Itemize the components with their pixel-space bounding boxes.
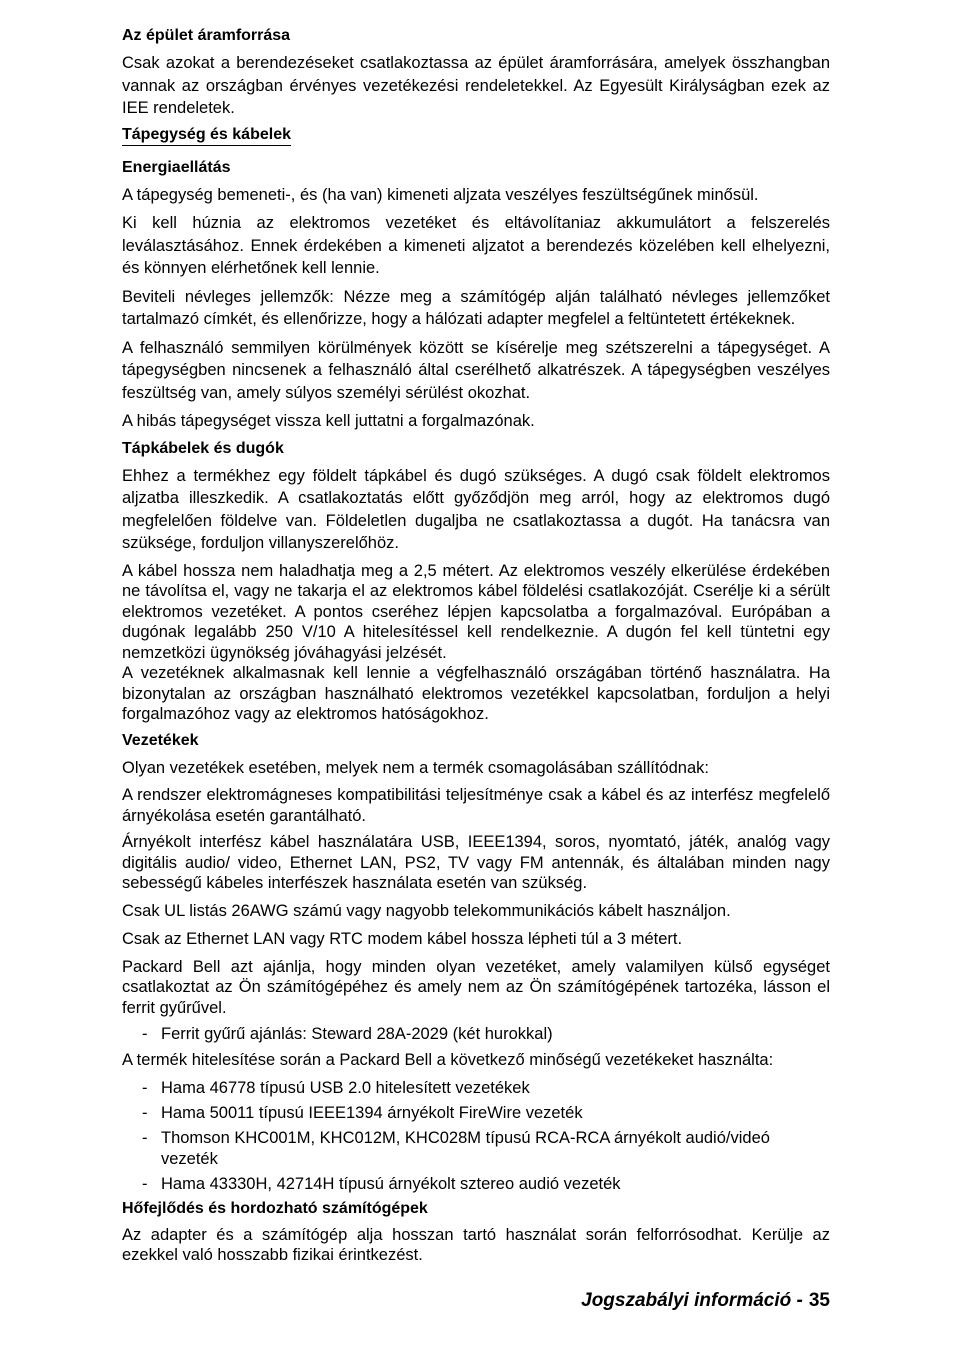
footer-title: Jogszabályi információ - bbox=[581, 1290, 803, 1311]
paragraph: Beviteli névleges jellemzők: Nézze meg a számítógép alján található névleges jellemzőket tartalmazó címkét, és ellenőrizze, hogy a hálózati adapter megfelel a feltüntetett értékeknek. bbox=[122, 287, 830, 328]
paragraph: Az adapter és a számítógép alja hosszan tartó használat során felforrósodhat. Kerülje az ezekkel való hosszabb fizikai érintkezést. bbox=[122, 1225, 830, 1264]
paragraph: Csak az Ethernet LAN vagy RTC modem kábel hossza lépheti túl a 3 métert. bbox=[122, 930, 683, 948]
paragraph: Olyan vezetékek esetében, melyek nem a termék csomagolásában szállítódnak: bbox=[122, 758, 709, 777]
section-heading-heat: Hőfejlődés és hordozható számítógépek bbox=[122, 1199, 428, 1217]
list-item: - Hama 46778 típusú USB 2.0 hitelesített vezetékek bbox=[122, 1078, 830, 1099]
list-item: - Thomson KHC001M, KHC012M, KHC028M típusú RCA-RCA árnyékolt audió/videó vezeték bbox=[122, 1128, 830, 1170]
document-page bbox=[122, 26, 830, 1266]
paragraph: Ehhez a termékhez egy földelt tápkábel és dugó szükséges. A dugó csak földelt elektromos aljzatba illeszkedik. A csatlakoztatás előtt győződjön meg arról, hogy az elektromos dugó megfelelően földelve van. Földeletlen dugaljba ne csatlakoztassa a dugót. Ha tanácsra van szüksége, forduljon villanyszerelőhöz. bbox=[122, 466, 830, 552]
section-heading-energy-supply: Energiaellátás bbox=[122, 158, 231, 176]
heading-wrapper bbox=[122, 126, 830, 152]
page-number: 35 bbox=[808, 1290, 830, 1311]
page-footer bbox=[581, 1290, 830, 1312]
list-item: - Hama 43330H, 42714H típusú árnyékolt sztereo audió vezeték bbox=[122, 1174, 830, 1195]
paragraph: Ki kell húznia az elektromos vezetéket és eltávolítaniaz akkumulátort a felszerelés leválasztásához. Ennek érdekében a kimeneti aljzatot a berendezés közelében kell elhelyezni, és könnyen elérhetőnek kell lennie. bbox=[122, 214, 830, 277]
certified-cables-list bbox=[122, 1078, 830, 1195]
paragraph: Csak azokat a berendezéseket csatlakoztassa az épület áramforrására, amelyek összhangban vannak az országban érvényes vezetékezési rendeletekkel. Az Egyesült Királyságban ezek az IEE rendeletek. bbox=[122, 54, 830, 117]
paragraph: A kábel hossza nem haladhatja meg a 2,5 métert. Az elektromos veszély elkerülése érdekében ne távolítsa el, vagy ne takarja el az elektromos kábel földelési csatlakozóját. Cserélje ki a sérült elektromos vezetéket. A pontos cseréhez lépjen kapcsolatba a forgalmazóval. Európában a dugónak legalább 250 V/10 A hitelesítéssel kell rendelkeznie. A dugón fel kell tüntetni egy nemzetközi ügynökség jóváhagyási jelzését. bbox=[122, 561, 830, 662]
ferrite-list bbox=[122, 1024, 830, 1045]
paragraph: A tápegység bemeneti-, és (ha van) kimeneti aljzata veszélyes feszültségűnek minősül. bbox=[122, 185, 759, 204]
paragraph: A rendszer elektromágneses kompatibilitási teljesítménye csak a kábel és az interfész megfelelő árnyékolása esetén garantálható. bbox=[122, 786, 830, 825]
paragraph: A vezetéknek alkalmasnak kell lennie a végfelhasználó országában történő használatra. Ha bizonytalan az országban használható elektromos vezetékkel kapcsolatban, forduljon a helyi forgalmazóhoz vagy az elektromos hatóságokhoz. bbox=[122, 664, 830, 723]
paragraph: A felhasználó semmilyen körülmények között se kísérelje meg szétszerelni a tápegységet. A tápegységben nincsenek a felhasználó által cserélhető alkatrészek. A tápegységben veszélyes feszültség van, amely súlyos személyi sérülést okozhat. bbox=[122, 338, 830, 402]
paragraph: Packard Bell azt ajánlja, hogy minden olyan vezetéket, amely valamilyen külső egységet csatlakoztat az Ön számítógépéhez és amely nem az Ön számítógépének tartozéka, lásson el ferrit gyűrűvel. bbox=[122, 957, 830, 1017]
section-heading-power-supply-cables: Tápegység és kábelek bbox=[122, 126, 291, 146]
paragraph: Csak UL listás 26AWG számú vagy nagyobb telekommunikációs kábelt használjon. bbox=[122, 901, 731, 920]
paragraph: A termék hitelesítése során a Packard Bell a következő minőségű vezetékeket használta: bbox=[122, 1051, 774, 1069]
list-item: - Ferrit gyűrű ajánlás: Steward 28A-2029 (két hurokkal) bbox=[122, 1024, 830, 1045]
list-item: - Hama 50011 típusú IEEE1394 árnyékolt FireWire vezeték bbox=[122, 1103, 830, 1124]
section-heading-power-cables-plugs: Tápkábelek és dugók bbox=[122, 439, 284, 457]
paragraph: A hibás tápegységet vissza kell juttatni a forgalmazónak. bbox=[122, 412, 535, 430]
section-heading-cables: Vezetékek bbox=[122, 731, 199, 749]
section-heading-power-source: Az épület áramforrása bbox=[122, 27, 291, 44]
paragraph: Árnyékolt interfész kábel használatára USB, IEEE1394, soros, nyomtató, játék, analóg vagy digitális audio/ video, Ethernet LAN, PS2, TV vagy FM antennák, és általában minden nagy sebességű kábeles interfészek használata esetén van szükség. bbox=[122, 833, 830, 892]
